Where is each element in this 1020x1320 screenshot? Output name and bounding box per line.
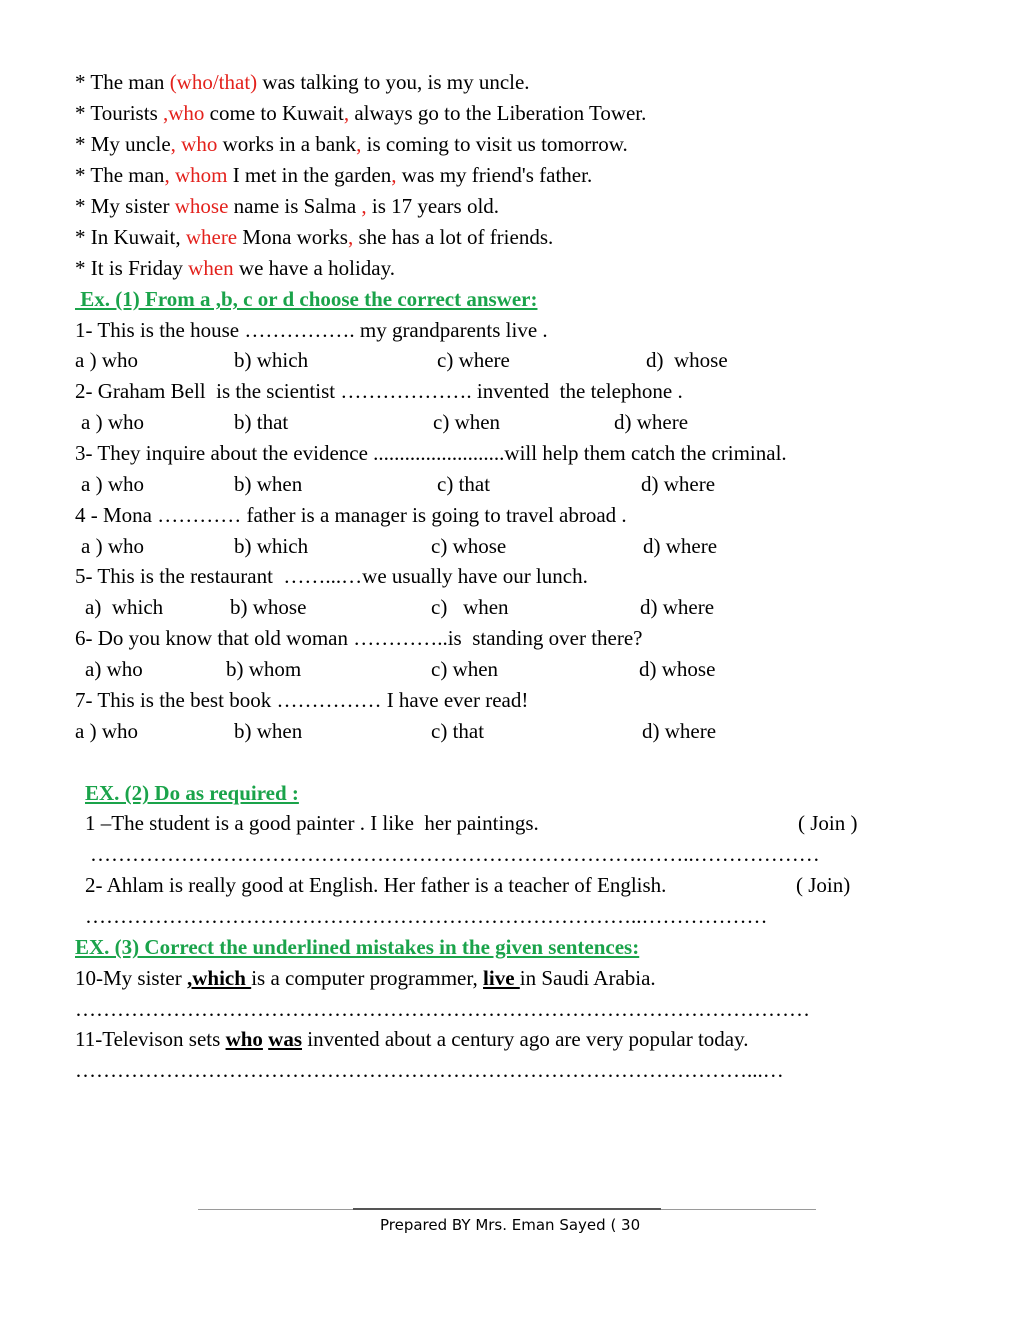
example-line-4: * The man, whom I met in the garden, was my friend's father. <box>75 163 593 187</box>
ex1-question-3: 3- They inquire about the evidence .........................will help them catch the criminal. <box>75 441 787 465</box>
ex3-item-10: 10-My sister ,which is a computer programmer, live in Saudi Arabia. <box>75 966 656 990</box>
ex1-q5-option-b: b) whose <box>230 595 307 619</box>
example-line-1: * The man (who/that) was talking to you, is my uncle. <box>75 70 530 94</box>
ex1-q2-option-a: a ) who <box>81 410 144 434</box>
ex1-q4-option-b: b) which <box>234 534 309 558</box>
ex1-question-6: 6- Do you know that old woman …………..is standing over there? <box>75 626 643 650</box>
ex1-q5-option-a: a) which <box>85 595 164 619</box>
ex3-item-10-answer-line[interactable]: …………………………………………………………………………………………… <box>75 997 810 1021</box>
ex1-q3-option-c: c) that <box>437 472 491 496</box>
ex1-q7-option-d: d) where <box>642 719 717 743</box>
ex1-q4-option-c: c) whose <box>431 534 507 558</box>
ex1-q4-option-a: a ) who <box>81 534 144 558</box>
ex2-item-2: 2- Ahlam is really good at English. Her father is a teacher of English. <box>85 873 667 897</box>
footer-credit: Prepared BY Mrs. Eman Sayed ( 30 <box>380 1216 641 1234</box>
ex1-q3-option-b: b) when <box>234 472 303 496</box>
ex1-q6-option-a: a) who <box>85 657 143 681</box>
ex2-item-2-answer-line[interactable]: ……………………………………………………………………..……………… <box>85 904 768 928</box>
ex1-q1-option-c: c) where <box>437 348 510 372</box>
ex1-q5-option-c: c) when <box>431 595 509 619</box>
ex1-q2-option-b: b) that <box>234 410 289 434</box>
ex1-question-5: 5- This is the restaurant ……...…we usually have our lunch. <box>75 564 588 588</box>
ex2-item-1-tag: ( Join ) <box>798 811 858 835</box>
ex1-q7-option-a: a ) who <box>75 719 138 743</box>
underlined-mistake: ,which <box>187 966 252 990</box>
ex1-question-2: 2- Graham Bell is the scientist ………………. invented the telephone . <box>75 379 683 403</box>
ex3-item-11-answer-line[interactable]: ……………………………………………………………………………………...… <box>75 1058 784 1082</box>
ex1-q2-option-d: d) where <box>614 410 689 434</box>
ex1-q1-option-a: a ) who <box>75 348 138 372</box>
example-line-5: * My sister whose name is Salma , is 17 years old. <box>75 194 500 218</box>
ex1-q7-option-c: c) that <box>431 719 485 743</box>
ex1-q4-option-d: d) where <box>643 534 718 558</box>
ex1-q7-option-b: b) when <box>234 719 303 743</box>
ex3-item-11: 11-Televison sets who was invented about a century ago are very popular today. <box>75 1027 749 1051</box>
ex1-heading: Ex. (1) From a ,b, c or d choose the correct answer: <box>75 287 538 311</box>
ex2-heading: EX. (2) Do as required : <box>85 781 299 805</box>
ex1-q1-option-d: d) whose <box>646 348 728 372</box>
ex1-question-7: 7- This is the best book …………… I have ever read! <box>75 688 529 712</box>
ex1-question-1: 1- This is the house ……………. my grandparents live . <box>75 318 548 342</box>
footer-divider-accent <box>353 1208 661 1210</box>
ex1-q5-option-d: d) where <box>640 595 715 619</box>
ex3-heading: EX. (3) Correct the underlined mistakes in the given sentences: <box>75 935 640 959</box>
ex1-q2-option-c: c) when <box>433 410 501 434</box>
ex2-item-1-answer-line[interactable]: …………………………………………………………………….……..……………… <box>90 842 820 866</box>
ex1-q6-option-b: b) whom <box>226 657 302 681</box>
underlined-mistake: live <box>483 966 520 990</box>
ex2-item-2-tag: ( Join) <box>796 873 851 897</box>
underlined-mistake: who <box>225 1027 263 1051</box>
ex1-q3-option-a: a ) who <box>81 472 144 496</box>
example-line-3: * My uncle, who works in a bank, is coming to visit us tomorrow. <box>75 132 628 156</box>
example-line-6: * In Kuwait, where Mona works, she has a lot of friends. <box>75 225 554 249</box>
ex1-q6-option-c: c) when <box>431 657 499 681</box>
ex1-q3-option-d: d) where <box>641 472 716 496</box>
ex1-q1-option-b: b) which <box>234 348 309 372</box>
ex1-q6-option-d: d) whose <box>639 657 716 681</box>
ex1-question-4: 4 - Mona ………… father is a manager is going to travel abroad . <box>75 503 627 527</box>
underlined-mistake: was <box>268 1027 303 1051</box>
example-line-2: * Tourists ,who come to Kuwait, always go to the Liberation Tower. <box>75 101 647 125</box>
example-line-7: * It is Friday when we have a holiday. <box>75 256 395 280</box>
ex2-item-1: 1 –The student is a good painter . I like her paintings. <box>85 811 539 835</box>
